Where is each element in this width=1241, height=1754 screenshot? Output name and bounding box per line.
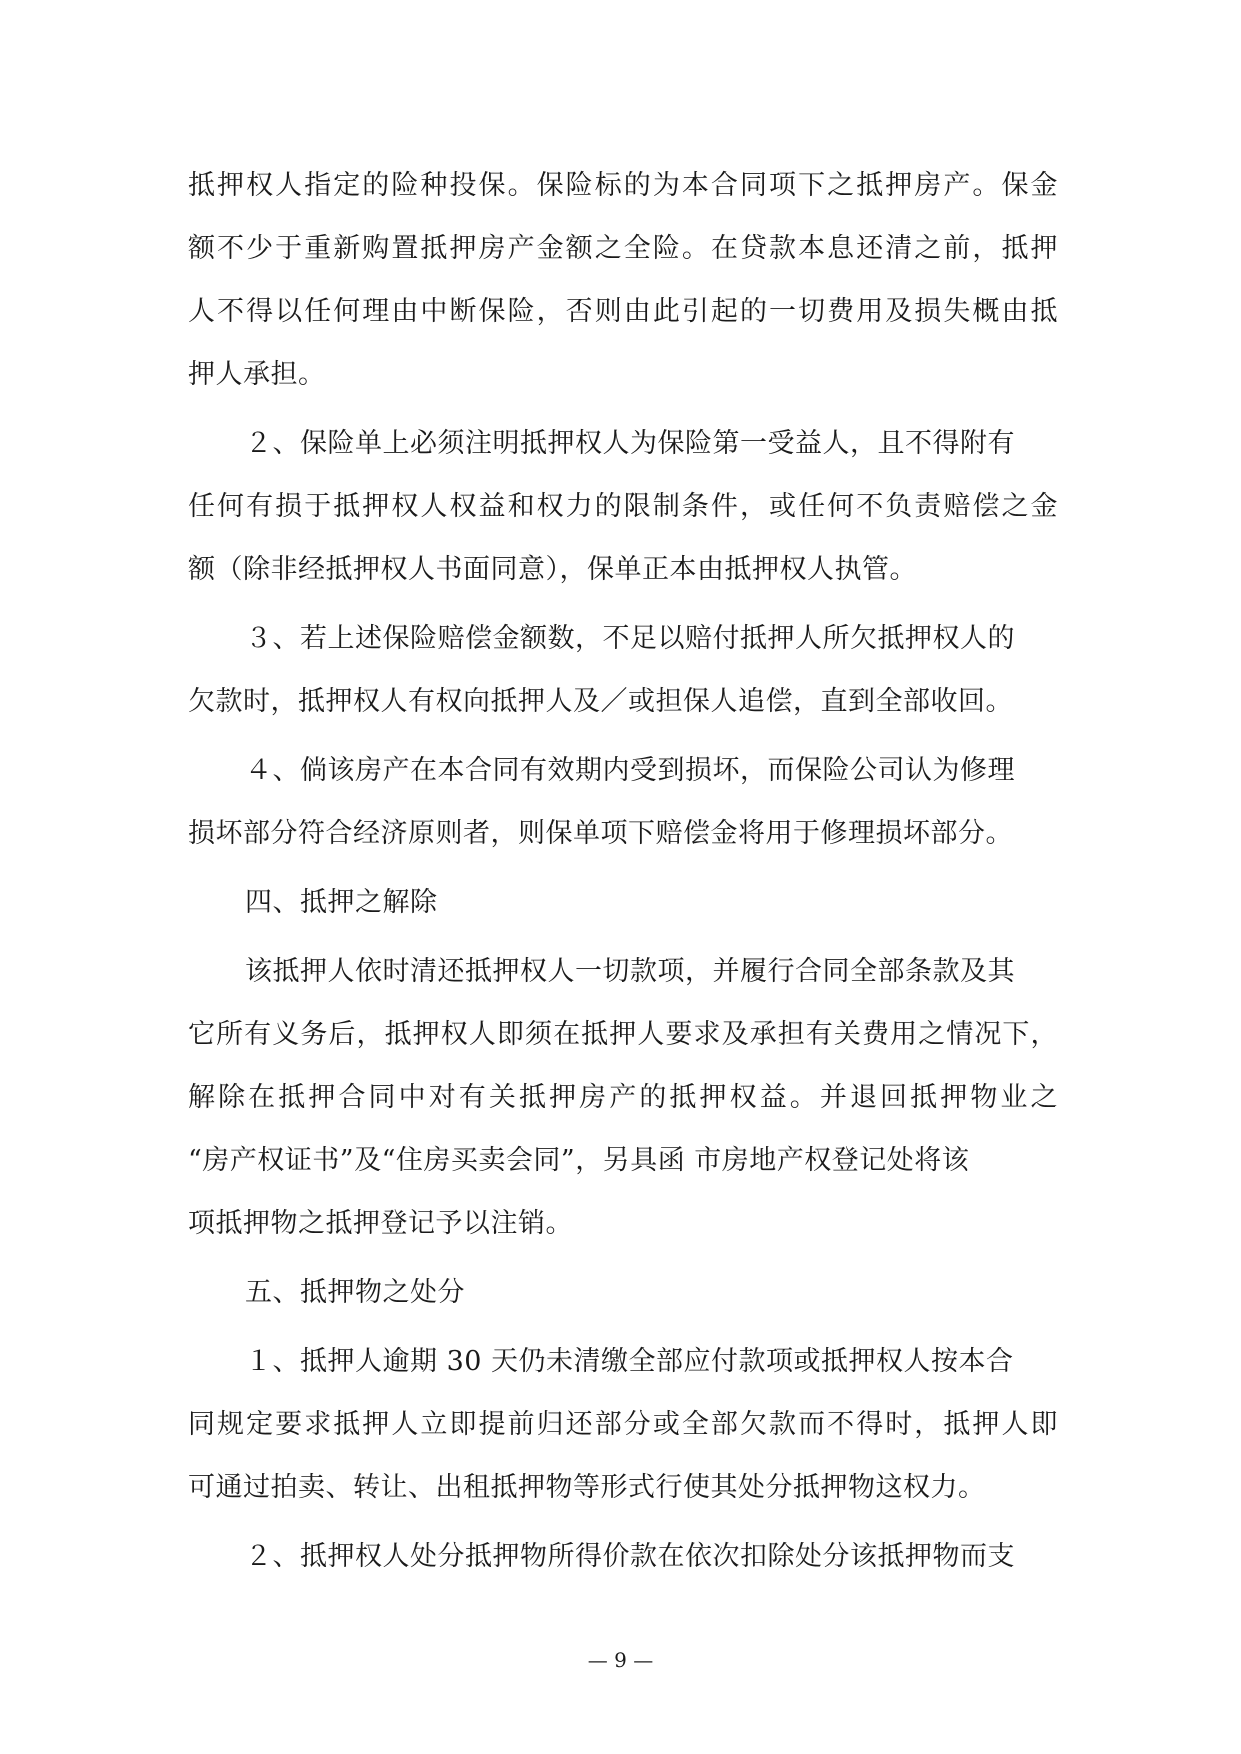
text-line: ２、抵押权人处分抵押物所得价款在依次扣除处分该抵押物而支 <box>245 1541 1015 1572</box>
text-line: 解除在抵押合同中对有关抵押房产的抵押权益。并退回抵押物业之 <box>188 1082 1058 1113</box>
text-line: ３、若上述保险赔偿金额数，不足以赔付抵押人所欠抵押权人的 <box>245 623 1015 654</box>
text-line: 人不得以任何理由中断保险，否则由此引起的一切费用及损失概由抵 <box>188 296 1058 327</box>
text-line: 它所有义务后，抵押权人即须在抵押人要求及承担有关费用之情况下， <box>188 1019 1058 1050</box>
text-line: 同规定要求抵押人立即提前归还部分或全部欠款而不得时，抵押人即 <box>188 1409 1058 1440</box>
text-line: 项抵押物之抵押登记予以注销。 <box>188 1208 573 1239</box>
text-line: 押人承担。 <box>188 359 326 390</box>
text-line: 抵押权人指定的险种投保。保险标的为本合同项下之抵押房产。保金 <box>188 170 1058 201</box>
text-line: ２、保险单上必须注明抵押权人为保险第一受益人，且不得附有 <box>245 428 1015 459</box>
text-line: 额（除非经抵押权人书面同意），保单正本由抵押权人执管。 <box>188 554 917 585</box>
text-line: “房产权证书”及“住房买卖会同”，另具函 市房地产权登记处将该 <box>188 1145 970 1176</box>
section-heading: 五、抵押物之处分 <box>245 1277 465 1308</box>
text-line: 该抵押人依时清还抵押权人一切款项，并履行合同全部条款及其 <box>245 956 1015 987</box>
text-line: 欠款时，抵押权人有权向抵押人及／或担保人追偿，直到全部收回。 <box>188 686 1013 717</box>
text-line: ４、倘该房产在本合同有效期内受到损坏，而保险公司认为修理 <box>245 755 1015 786</box>
text-line: １、抵押人逾期 30 天仍未清缴全部应付款项或抵押权人按本合 <box>245 1346 1014 1377</box>
section-heading: 四、抵押之解除 <box>245 887 438 918</box>
text-line: 任何有损于抵押权人权益和权力的限制条件，或任何不负责赔偿之金 <box>188 491 1058 522</box>
text-line: 损坏部分符合经济原则者，则保单项下赔偿金将用于修理损坏部分。 <box>188 818 1013 849</box>
text-line: 额不少于重新购置抵押房产金额之全险。在贷款本息还清之前，抵押 <box>188 233 1058 264</box>
page-number: — 9 — <box>587 1648 654 1672</box>
text-line: 可通过拍卖、转让、出租抵押物等形式行使其处分抵押物这权力。 <box>188 1472 986 1503</box>
